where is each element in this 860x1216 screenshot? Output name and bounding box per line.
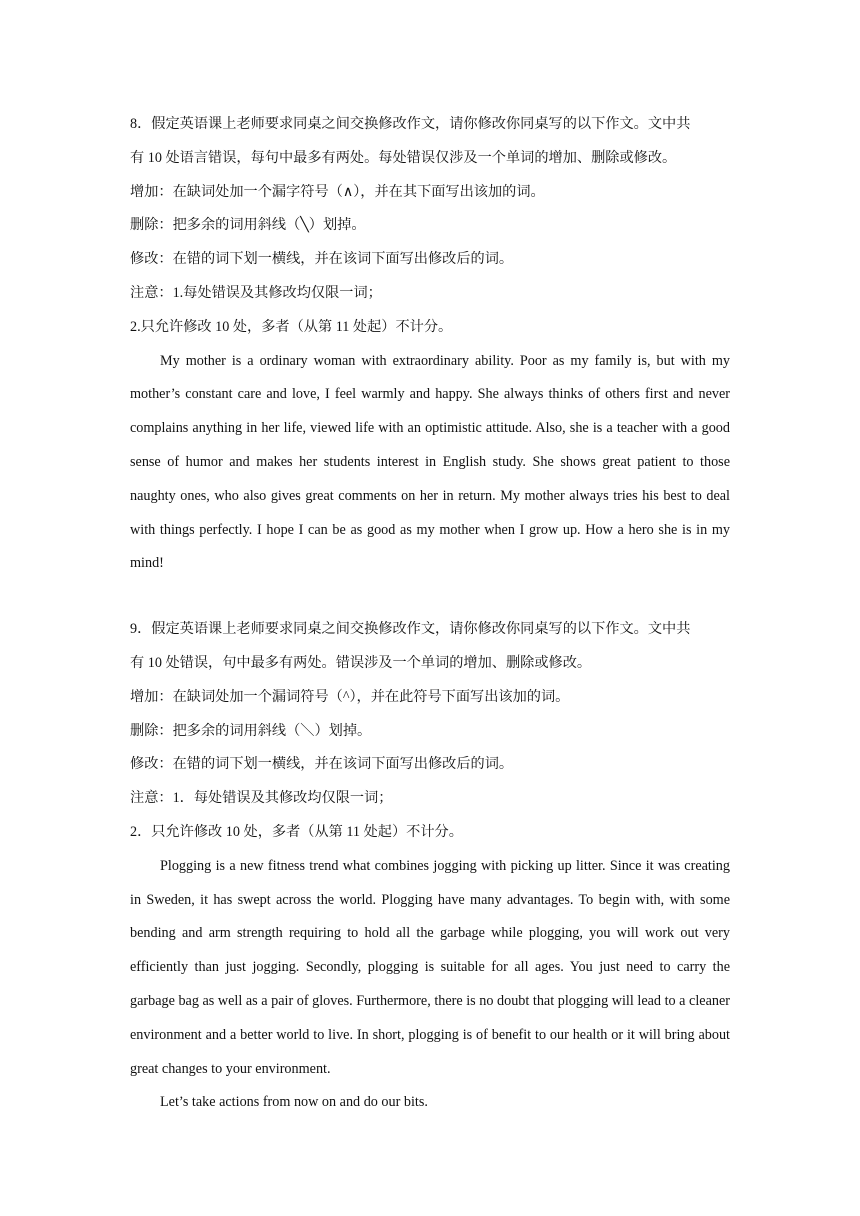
- question-9-passage: Plogging is a new fitness trend what combines jogging with picking up litter. Since it was creating in Sweden, it has swept across the world. Plogging have many advantages. To begin with, with some bending and arm strength requiring to hold all the garbage while plogging, you will work out very efficiently than just jogging. Secondly, plogging is suitable for all ages. You just need to carry the garbage bag as well as a pair of gloves. Furthermore, there is no doubt that plogging will lead to a cleaner environment and a better world to live. In short, plogging is of benefit to our health or it will bring about great changes to your environment.: [130, 857, 730, 1077]
- question-9-delete-rule: 删除：把多余的词用斜线（＼）划掉。: [130, 722, 372, 739]
- question-9-intro-line2: 有 10 处错误，句中最多有两处。错误涉及一个单词的增加、删除或修改。: [130, 654, 592, 671]
- question-8-intro-line2: 有 10 处语言错误，每句中最多有两处。每处错误仅涉及一个单词的增加、删除或修改。: [130, 149, 677, 166]
- question-8-passage: My mother is a ordinary woman with extraordinary ability. Poor as my family is, but with my mother’s constant care and love, I feel warmly and happy. She always thinks of others first and never complains anything in her life, viewed life with an optimistic attitude. Also, she is a teacher with a good sense of humor and makes her students interest in English study. She shows great patient to those naughty ones, who also gives great comments on her in return. My mother always tries his best to deal with things perfectly. I hope I can be as good as my mother when I grow up. How a hero she is in my mind!: [130, 352, 730, 572]
- question-9-add-rule: 增加：在缺词处加一个漏词符号（^），并在此符号下面写出该加的词。: [130, 688, 570, 705]
- question-8-delete-rule: 删除：把多余的词用斜线（╲）划掉。: [130, 217, 366, 234]
- question-9-note2: 2．只允许修改 10 处，多者（从第 11 处起）不计分。: [130, 823, 463, 840]
- document-page: [130, 108, 730, 1120]
- question-9: [130, 613, 730, 1120]
- question-8-modify-rule: 修改：在错的词下划一横线，并在该词下面写出修改后的词。: [130, 251, 514, 268]
- question-8: [130, 108, 730, 581]
- question-8-note1: 注意：1.每处错误及其修改均仅限一词；: [130, 284, 382, 301]
- question-9-passage-end: Let’s take actions from now on and do our bits.: [160, 1094, 428, 1111]
- question-9-intro-line1: 9．假定英语课上老师要求同桌之间交换修改作文，请你修改你同桌写的以下作文。文中共: [130, 621, 691, 638]
- question-8-note2: 2.只允许修改 10 处，多者（从第 11 处起）不计分。: [130, 318, 453, 335]
- question-9-note1: 注意：1．每处错误及其修改均仅限一词；: [130, 790, 393, 807]
- question-8-add-rule: 增加：在缺词处加一个漏字符号（∧），并在其下面写出该加的词。: [130, 183, 545, 200]
- question-8-intro-line1: 8．假定英语课上老师要求同桌之间交换修改作文，请你修改你同桌写的以下作文。文中共: [130, 116, 691, 132]
- question-9-modify-rule: 修改：在错的词下划一横线，并在该词下面写出修改后的词。: [130, 756, 514, 773]
